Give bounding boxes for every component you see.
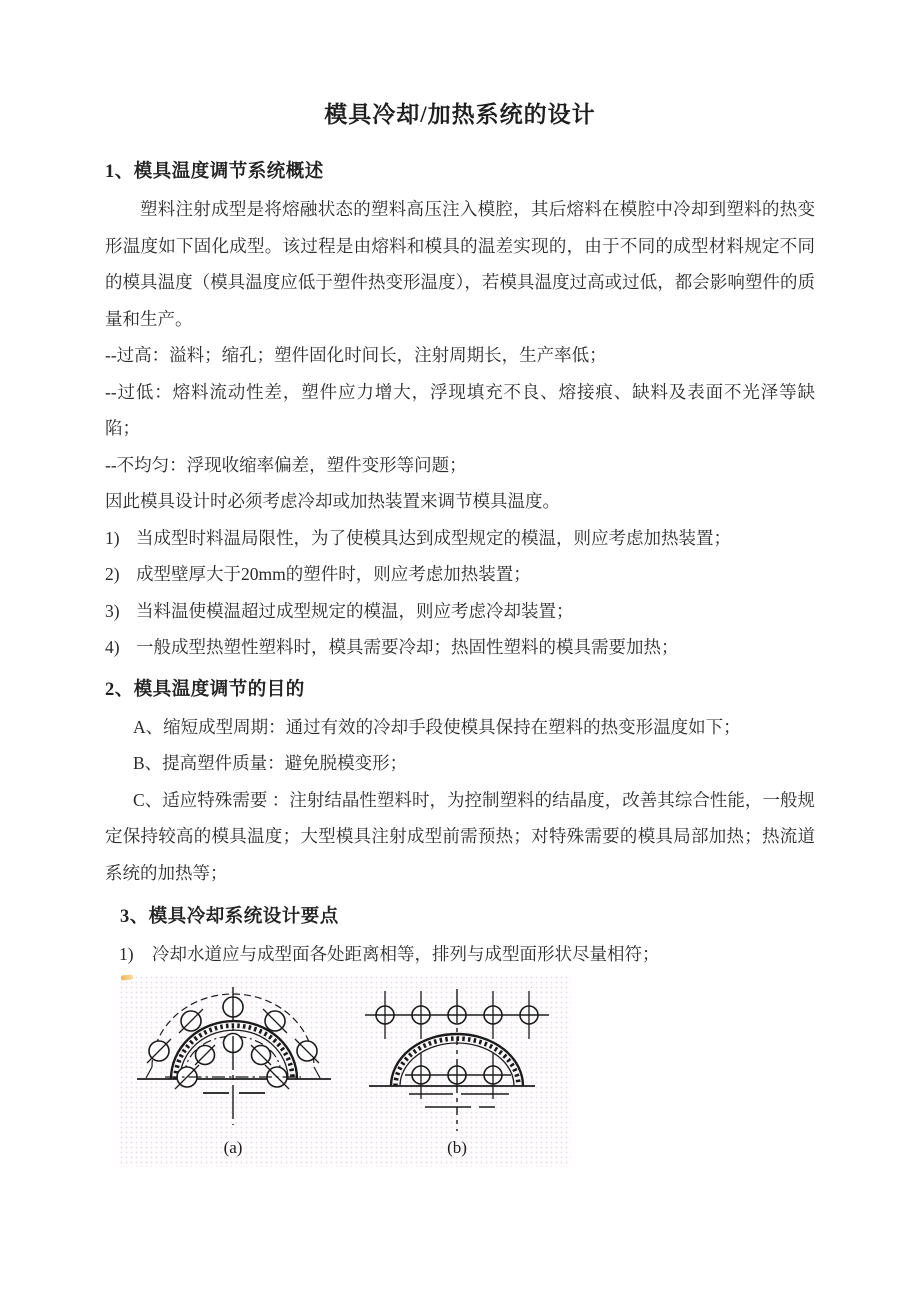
item-text: 冷却水道应与成型面各处距离相等，排列与成型面形状尽量相符；	[152, 944, 660, 964]
diagram-b-row-channels	[365, 989, 549, 1157]
note-line-conclusion: 因此模具设计时必须考虑冷却或加热装置来调节模具温度。	[105, 491, 560, 511]
lettered-item-a: A、缩短成型周期：通过有效的冷却手段使模具保持在塑料的热变形温度如下；	[133, 716, 741, 737]
diagram-a-contour-channels	[137, 987, 331, 1157]
item-text: 一般成型热塑性塑料时，模具需要冷却；热固性塑料的模具需要加热；	[136, 637, 679, 657]
section-3-heading: 3、模具冷却系统设计要点	[120, 907, 339, 927]
document-title: 模具冷却/加热系统的设计	[324, 102, 596, 127]
item-number: 3)	[105, 600, 120, 621]
intro-paragraph: 塑料注射成型是将熔融状态的塑料高压注入模腔，其后熔料在模腔中冷却到塑料的热变形温度如下固化成型。该过程是由熔料和模具的温差实现的，由于不同的成型材料规定不同的模具温度（模具温度应低于塑件热变形温度），若模具温度过高或过低，都会影响塑件的质量和生产。	[105, 199, 815, 329]
item-text: 当料温使模温超过成型规定的模温，则应考虑冷却装置；	[136, 600, 574, 621]
note-line-too-low: --过低：熔料流动性差，塑件应力增大，浮现填充不良、熔接痕、缺料及表面不光泽等缺陷；	[105, 381, 815, 438]
note-line-too-high: --过高：溢料；缩孔；塑件固化时间长，注射周期长，生产率低；	[105, 345, 607, 365]
numbered-item-1	[105, 520, 815, 557]
cooling-layout-figure	[119, 975, 571, 1167]
item-text: 成型壁厚大于20mm的塑件时，则应考虑加热装置；	[136, 564, 531, 584]
cooling-layout-diagram	[119, 975, 571, 1167]
item-number: 1)	[105, 527, 120, 548]
numbered-item-4	[105, 629, 815, 666]
numbered-item-3	[105, 593, 815, 630]
figure-label-a: (a)	[223, 1137, 243, 1157]
numbered-item-2	[105, 556, 815, 593]
lettered-item-b: B、提高塑件质量：避免脱模变形；	[133, 753, 408, 773]
section-3-item-1	[119, 936, 815, 973]
lettered-item-c: C、适应特殊需要 ：注射结晶性塑料时，为控制塑料的结晶度，改善其综合性能，一般规定保持较高的模具温度；大型模具注射成型前需预热；对特殊需要的模具局部加热；热流道系统的加热等；	[105, 789, 815, 883]
item-number: 1)	[119, 944, 134, 964]
item-number: 2)	[105, 564, 120, 584]
section-1-heading: 1、模具温度调节系统概述	[105, 162, 324, 182]
item-text: 当成型时料温局限性，为了使模具达到成型规定的模温，则应考虑加热装置；	[136, 527, 731, 548]
figure-label-b: (b)	[447, 1137, 467, 1157]
item-number: 4)	[105, 637, 120, 657]
section-2-heading: 2、模具温度调节的目的	[105, 679, 305, 700]
note-line-uneven: --不均匀：浮现收缩率偏差，塑件变形等问题；	[105, 454, 467, 475]
